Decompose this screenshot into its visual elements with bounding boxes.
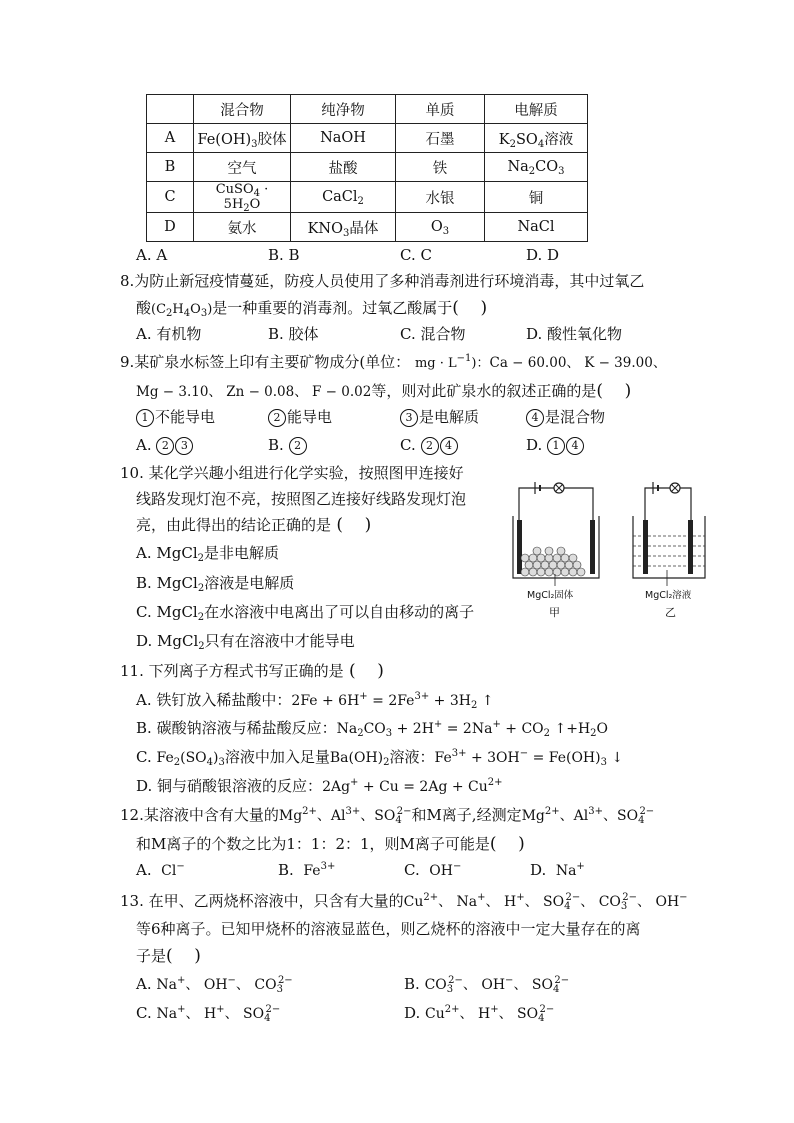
- solid-particles: [521, 547, 585, 576]
- circled-number: 3: [400, 409, 418, 427]
- q9-stem-line2: Mg − 3.10、 Zn − 0.08、 F − 0.02等，则对此矿泉水的叙述正确的是( ): [136, 381, 632, 401]
- option-letter: D.: [136, 777, 153, 795]
- q13-option-c[interactable]: C. Na+、 H+、 $SO_4^{2-}$: [136, 1004, 281, 1024]
- statement-text: 是电解质: [419, 408, 480, 426]
- option-letter: D.: [530, 861, 547, 879]
- option-text: 铜与硝酸银溶液的反应：: [157, 777, 323, 795]
- q11-stem: 11. 下列离子方程式书写正确的是 ( ): [120, 661, 384, 681]
- q8-option-d[interactable]: D. 酸性氧化物: [526, 325, 623, 343]
- statement-text: 是混合物: [545, 408, 606, 426]
- q9-values: Ca − 60.00、 K − 39.00、: [489, 355, 667, 371]
- q12-stem-line1: 12.某溶液中含有大量的$Mg^{2+}$、$Al^{3+}$、$SO_4^{2-}$和M离子,经测定$Mg^{2+}$、$Al^{3+}$、$SO_4^{2-}$: [120, 806, 655, 826]
- table-header-cell: [147, 95, 194, 124]
- classification-table: [146, 94, 588, 242]
- q11-text: 11. 下列离子方程式书写正确的是: [120, 662, 344, 680]
- table-header-cell: 纯净物: [291, 95, 396, 124]
- cell-text: 晶体: [349, 220, 379, 237]
- q9-option-c[interactable]: [400, 436, 459, 455]
- q11-option-b[interactable]: B. 碳酸钠溶液与稀盐酸反应：$Na_2CO_3 + 2H^+ = 2Na^+ + CO_2$ $↑+H_2O$: [136, 719, 609, 739]
- circled-number: 2: [421, 437, 439, 455]
- option-letter: A.: [136, 544, 152, 562]
- table-cell: $K_2SO_4$溶液: [485, 124, 588, 153]
- q10-option-b[interactable]: B. MgCl$_2$溶液是电解质: [136, 574, 295, 594]
- q12-option-c[interactable]: C. OH−: [404, 861, 462, 879]
- option-text: 碳酸钠溶液与稀盐酸反应：: [156, 719, 337, 737]
- q9-option-d[interactable]: [526, 436, 585, 455]
- q7-option-d[interactable]: D. D: [526, 246, 560, 264]
- q9-text: 9.某矿泉水标签上印有主要矿物成分: [120, 353, 360, 371]
- q9-text: 等，则对此矿泉水的叙述正确的是: [371, 382, 597, 400]
- circled-number: 1: [136, 409, 154, 427]
- q10-option-d[interactable]: D. MgCl$_2$只有在溶液中才能导电: [136, 632, 355, 652]
- statement-text: 不能导电: [155, 408, 216, 426]
- option-letter: C.: [136, 603, 152, 621]
- option-letter: B.: [136, 574, 152, 592]
- q12-option-d[interactable]: D. Na+: [530, 861, 585, 879]
- q10-stem-line1: 10. 某化学兴趣小组进行化学实验，按照图甲连接好: [120, 464, 464, 482]
- q9-values: Mg − 3.10、 Zn − 0.08、 F − 0.02: [136, 384, 372, 400]
- option-letter: C.: [404, 861, 420, 879]
- table-cell: 空气: [194, 153, 291, 182]
- q12-text: 和M离子的个数之比为1：1：2：1，则M离子可能是: [136, 835, 490, 853]
- option-letter: D.: [526, 436, 543, 454]
- q10-stem-line3: 亮，由此得出的结论正确的是 ( ): [136, 515, 372, 535]
- cell-text: 溶液: [544, 131, 574, 148]
- table-cell: NaCl: [485, 213, 588, 242]
- option-letter: C.: [400, 436, 416, 454]
- table-header-cell: 混合物: [194, 95, 291, 124]
- option-letter: B.: [404, 975, 420, 993]
- q11-option-d[interactable]: D. 铜与硝酸银溶液的反应：$2Ag^+ + Cu = 2Ag + Cu^{2+}$: [136, 777, 503, 795]
- table-row: [147, 153, 588, 182]
- table-cell: 铁: [396, 153, 485, 182]
- q10-option-a[interactable]: A. MgCl$_2$是非电解质: [136, 544, 280, 564]
- q12-option-b[interactable]: B. $Fe^{3+}$: [278, 861, 336, 879]
- table-cell: 石墨: [396, 124, 485, 153]
- table-cell: NaOH: [291, 124, 396, 153]
- table-cell: 氨水: [194, 213, 291, 242]
- q7-option-c[interactable]: C. C: [400, 246, 432, 264]
- circled-number: 4: [526, 409, 544, 427]
- table-cell: $Fe(OH)_3$胶体: [194, 124, 291, 153]
- apparatus-yi: [633, 482, 705, 619]
- table-row: [147, 124, 588, 153]
- q8-text: 酸: [136, 299, 152, 317]
- row-label: D: [147, 213, 194, 242]
- table-row: [147, 182, 588, 213]
- table-cell: $KNO_3$晶体: [291, 213, 396, 242]
- q8-stem-line1: 8.为防止新冠疫情蔓延，防疫人员使用了多种消毒剂进行环境消毒，其中过氧乙: [120, 272, 645, 290]
- q13-option-b[interactable]: B. $CO_3^{2-}$、 OH−、 $SO_4^{2-}$: [404, 975, 570, 995]
- q13-text: 13. 在甲、乙两烧杯溶液中，只含有大量的: [120, 892, 404, 910]
- q8-stem-line2: 酸$(C_2H_4O_3)$是一种重要的消毒剂。过氧乙酸属于( ): [136, 298, 488, 319]
- circled-number: 2: [268, 409, 286, 427]
- q13-option-d[interactable]: D. $Cu^{2+}$、 H+、 $SO_4^{2-}$: [404, 1004, 555, 1024]
- table-cell: $O_3$: [396, 213, 485, 242]
- table-header-cell: 电解质: [485, 95, 588, 124]
- option-text: 只有在溶液中才能导电: [204, 632, 355, 650]
- table-cell: 铜: [485, 182, 588, 213]
- option-letter: A.: [136, 861, 152, 879]
- option-text: 溶液中加入足量: [224, 748, 330, 766]
- option-letter: B.: [136, 719, 152, 737]
- q7-option-a[interactable]: A. A: [136, 246, 168, 264]
- option-text: 溶液：: [389, 748, 435, 766]
- q12-option-a[interactable]: A. Cl−: [136, 861, 185, 879]
- option-letter: B.: [278, 861, 294, 879]
- q10-option-c[interactable]: C. MgCl$_2$在水溶液中电离出了可以自由移动的离子: [136, 603, 475, 623]
- option-letter: C.: [136, 748, 152, 766]
- option-letter: D.: [404, 1004, 421, 1022]
- q8-text: 是一种重要的消毒剂。过氧乙酸属于: [212, 299, 453, 317]
- q8-option-c[interactable]: C. 混合物: [400, 325, 466, 343]
- option-text: 是非电解质: [204, 544, 280, 562]
- table-cell: 盐酸: [291, 153, 396, 182]
- q8-option-a[interactable]: A. 有机物: [136, 325, 202, 343]
- q9-statement-1: [136, 406, 215, 427]
- q13-stem-line2: 等6种离子。已知甲烧杯的溶液显蓝色，则乙烧杯的溶液中一定大量存在的离: [136, 920, 641, 938]
- fig-caption-yi: 乙: [665, 606, 676, 619]
- q13-text: 子是: [136, 947, 167, 965]
- option-letter: B.: [268, 436, 284, 454]
- option-letter: A.: [136, 975, 152, 993]
- option-letter: C.: [136, 1004, 152, 1022]
- table-cell: CaCl$_2$: [291, 182, 396, 213]
- circled-number: 2: [156, 437, 174, 455]
- fig-label-yi: MgCl₂溶液: [645, 590, 692, 601]
- apparatus-jia: [513, 482, 599, 619]
- q10-stem-line2: 线路发现灯泡不亮，按照图乙连接好线路发现灯泡: [136, 490, 467, 508]
- q8-option-b[interactable]: B. 胶体: [268, 325, 319, 343]
- q11-option-a[interactable]: A. 铁钉放入稀盐酸中：$2Fe + 6H^+ = 2Fe^{3+} + 3H_2$ ↑: [136, 691, 494, 711]
- q9-statement-3: [400, 406, 479, 427]
- q13-stem-line3: 子是( ): [136, 946, 201, 966]
- q12-text: 12.某溶液中含有大量的: [120, 806, 279, 824]
- q13-stem-line1: 13. 在甲、乙两烧杯溶液中，只含有大量的$Cu^{2+}$、 Na+、 H+、 $SO_4^{2-}$、 $CO_3^{2-}$、 OH−: [120, 892, 688, 912]
- option-letter: D.: [136, 632, 153, 650]
- option-letter: A.: [136, 691, 152, 709]
- q10-text: 亮，由此得出的结论正确的是: [136, 516, 332, 534]
- q9-statement-2: [268, 406, 332, 427]
- q12-text: 和M离子,经测定: [411, 806, 522, 824]
- row-label: B: [147, 153, 194, 182]
- q13-option-a[interactable]: A. Na+、 OH−、 $CO_3^{2-}$: [136, 975, 293, 995]
- q9-text: (单位：: [359, 353, 411, 371]
- q9-stem-line1: 9.某矿泉水标签上印有主要矿物成分(单位： mg · $L^{-1}$)：Ca − 60.00、 K − 39.00、: [120, 353, 667, 371]
- q9-statement-4: [526, 406, 605, 427]
- circled-number: 4: [440, 437, 458, 455]
- cell-text: 胶体: [257, 131, 287, 148]
- q9-option-a[interactable]: [136, 436, 194, 455]
- statement-text: 能导电: [287, 408, 333, 426]
- fig-label-jia: MgCl₂固体: [527, 590, 574, 601]
- table-header-cell: 单质: [396, 95, 485, 124]
- table-row: [147, 213, 588, 242]
- q7-option-b[interactable]: B. B: [268, 246, 300, 264]
- table-cell: 水银: [396, 182, 485, 213]
- q9-option-b[interactable]: [268, 436, 308, 455]
- q12-stem-line2: 和M离子的个数之比为1：1：2：1，则M离子可能是( ): [136, 834, 525, 854]
- option-letter: A.: [136, 436, 152, 454]
- option-text: 铁钉放入稀盐酸中：: [156, 691, 292, 709]
- row-label: A: [147, 124, 194, 153]
- circled-number: 2: [289, 437, 307, 455]
- table-cell: $Na_2CO_3$: [485, 153, 588, 182]
- circled-number: 3: [175, 437, 193, 455]
- table-cell: CuSO$_4$ · $5H_2O$: [194, 182, 291, 213]
- option-text: 在水溶液中电离出了可以自由移动的离子: [204, 603, 475, 621]
- q11-option-c[interactable]: C. $Fe_2(SO_4)_3$溶液中加入足量$Ba(OH)_2$溶液：$Fe^{3+} + 3OH^- = Fe(OH)_3$ ↓: [136, 748, 624, 768]
- circuit-diagram: [505, 476, 725, 626]
- circled-number: 4: [566, 437, 584, 455]
- option-text: 溶液是电解质: [204, 574, 295, 592]
- circled-number: 1: [547, 437, 565, 455]
- row-label: C: [147, 182, 194, 213]
- fig-caption-jia: 甲: [549, 606, 560, 619]
